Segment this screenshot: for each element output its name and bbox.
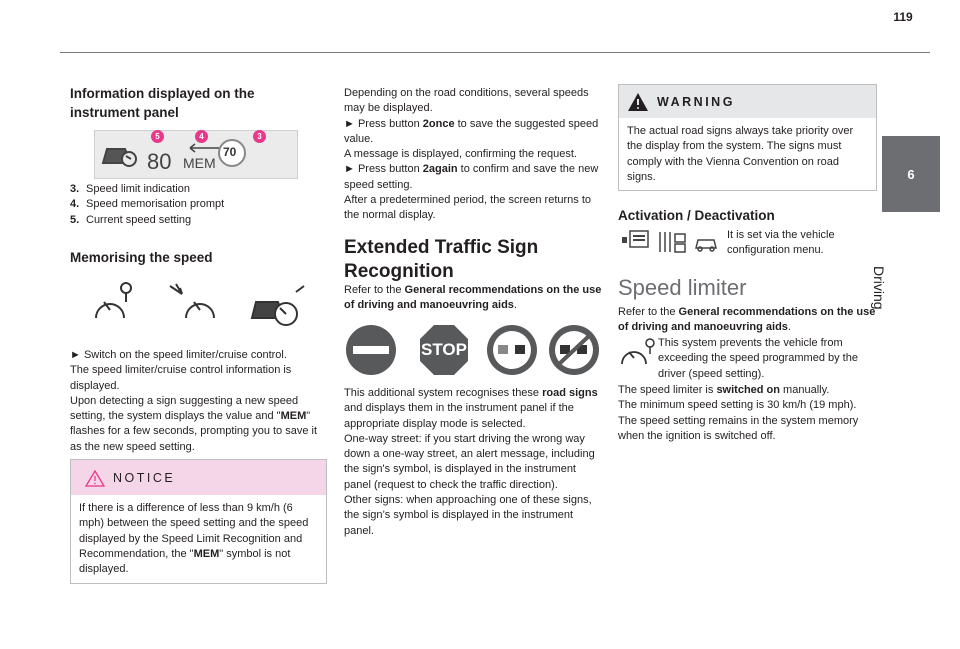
no-overtaking-sign-icon — [549, 325, 599, 375]
extended-reference: Refer to the General recommendations on the use of driving and manoeuvring aids. — [344, 284, 602, 312]
warning-triangle-icon — [85, 469, 105, 487]
confirm-message: A message is displayed, confirming the request. — [344, 148, 577, 161]
memorising-step: ► Switch on the speed limiter/cruise control. — [70, 349, 287, 361]
step-2: ► Press button 2again to confirm and save the new speed setting. — [344, 163, 599, 191]
notice-box — [70, 459, 327, 584]
memorising-detail: Upon detecting a sign suggesting a new speed setting, the system displays the value and "MEM" flashes for a few seconds, prompting you to save it as the new speed setting. — [70, 394, 318, 453]
heading-memorising: Memorising the speed — [70, 250, 213, 265]
chapter-label: Driving — [871, 266, 887, 310]
limiter-text — [618, 383, 876, 444]
panel-mem: MEM — [183, 155, 216, 171]
oneway-description: One-way street: if you start driving the wrong way down a one-way street, an alert message, including the sign's symbol, is displayed in the instrument panel (request to check the traffic direction). — [344, 432, 595, 491]
intro-paragraph: Depending on the road conditions, several speeds may be displayed. — [344, 87, 589, 115]
screen-menu-icon — [622, 231, 648, 247]
chapter-tab: 6 — [882, 136, 940, 212]
no-overtaking-end-sign-icon — [487, 325, 537, 375]
panel-limit: 70 — [223, 145, 237, 159]
config-icons-row — [620, 228, 720, 258]
notice-title: NOTICE — [113, 470, 176, 485]
cruise-control-icon — [170, 284, 214, 318]
limiter-description-start: This system prevents the vehicle from exceeding the speed programmed by the driver (speed setting). — [658, 337, 858, 380]
heading-extended-recognition: Extended Traffic Sign Recognition — [344, 237, 539, 282]
legend-item: 5. Current speed setting — [70, 213, 192, 226]
memorising-info: The speed limiter/cruise control information is displayed. — [70, 364, 292, 392]
road-signs-row — [344, 323, 602, 377]
warning-triangle-icon — [627, 92, 649, 112]
activation-text: It is set via the vehicle configuration menu. — [727, 229, 835, 257]
warning-box — [618, 84, 877, 191]
mem-arrow-icon — [190, 144, 220, 152]
car-gauge-icon — [103, 149, 136, 166]
col2-signs-text — [344, 386, 602, 539]
heading-speed-limiter: Speed limiter — [618, 275, 747, 300]
col2-intro-text — [344, 86, 602, 224]
notice-body: If there is a difference of less than 9 km/h (6 mph) between the speed setting and the speed displayed by the Speed Limit Recognition and Recommendation, the "MEM" symbol is not displayed. — [79, 502, 309, 576]
step-1: ► Press button 2once to save the suggested speed value. — [344, 117, 599, 145]
notice-header — [71, 460, 326, 495]
car-outline-icon — [696, 240, 716, 251]
limiter-switch: The speed limiter is switched on manually. — [618, 384, 830, 396]
signs-description: This additional system recognises these road signs and displays them in the instrument panel if the appropriate display mode is selected. — [344, 387, 598, 430]
limiter-minimum: The minimum speed setting is 30 km/h (19 mph). — [618, 399, 857, 412]
panel-legend — [70, 182, 328, 228]
settings-sliders-icon — [660, 232, 685, 252]
car-speed-icon — [252, 286, 304, 325]
badge-5: 5 — [151, 130, 164, 143]
header-rule — [60, 52, 930, 53]
badge-4: 4 — [195, 130, 208, 143]
legend-item: 3. Speed limit indication — [70, 183, 190, 195]
instrument-panel-illustration — [94, 130, 298, 179]
speed-limiter-icon — [618, 338, 658, 368]
page-number: 119 — [893, 10, 913, 24]
no-entry-sign-icon — [346, 325, 396, 375]
warning-header — [619, 85, 876, 118]
speed-limiter-icon — [96, 283, 131, 318]
heading-info-panel: Information displayed on the instrument panel — [70, 86, 255, 120]
panel-speed: 80 — [147, 149, 172, 174]
limiter-reference: Refer to the General recommendations on the use of driving and manoeuvring aids. — [618, 306, 876, 334]
stop-sign-label: STOP — [421, 340, 467, 359]
heading-activation: Activation / Deactivation — [618, 208, 775, 223]
after-text: After a predetermined period, the screen returns to the normal display. — [344, 194, 592, 222]
limiter-icons-row — [90, 280, 330, 330]
legend-item: 4. Speed memorisation prompt — [70, 198, 225, 211]
other-signs-description: Other signs: when approaching one of these signs, the sign’s symbol is displayed in the instrument panel. — [344, 494, 592, 537]
memorising-text — [70, 348, 326, 455]
warning-title: WARNING — [657, 94, 735, 109]
badge-3: 3 — [253, 130, 266, 143]
warning-body: The actual road signs always take priority over the display from the system. The signs must comply with the Vienna Convention on road signs. — [627, 125, 854, 183]
limiter-memory: The speed setting remains in the system memory when the ignition is switched off. — [618, 414, 859, 442]
